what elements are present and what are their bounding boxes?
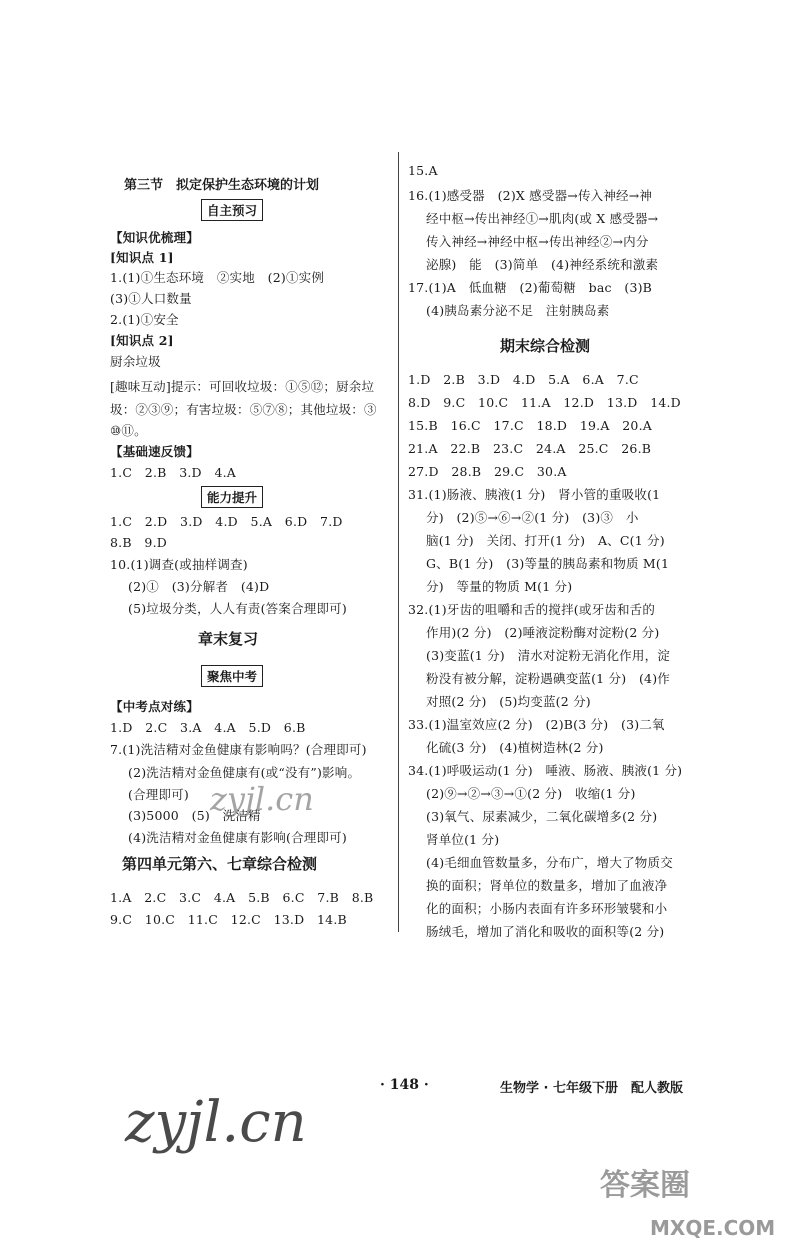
answer-line: 21.A 22.B 23.C 24.A 25.C 26.B: [408, 441, 652, 456]
final-exam-title: 期末综合检测: [500, 337, 591, 355]
answer-line: 传入神经→神经中枢→传出神经②→内分: [426, 234, 649, 249]
book-title: 生物学 · 七年级下册 配人教版: [500, 1081, 683, 1096]
answer-line: (4)毛细血管数量多，分布广，增大了物质交: [426, 855, 673, 870]
answer-line: 1.A 2.C 3.C 4.A 5.B 6.C 7.B 8.B: [110, 890, 374, 905]
answer-line: 1.C 2.B 3.D 4.A: [110, 465, 237, 480]
answer-line: 17.(1)A 低血糖 (2)葡萄糖 bac (3)B: [408, 280, 653, 295]
answer-line: (3)①人口数量: [110, 291, 192, 306]
answer-line: 分) 等量的物质 M(1 分): [426, 579, 573, 594]
answer-line: (4)洗洁精对金鱼健康有影响(合理即可): [128, 830, 347, 845]
answer-line: 15.B 16.C 17.C 18.D 19.A 20.A: [408, 418, 652, 433]
focus-box-label: 聚焦中考: [201, 665, 263, 687]
page-number: · 148 ·: [380, 1077, 429, 1093]
answer-line: (3)氧气、尿素减少，二氧化碳增多(2 分): [426, 809, 658, 824]
answer-line: 厨余垃圾: [110, 354, 161, 369]
point2-header: [知识点 2]: [110, 333, 174, 348]
answer-line: 16.(1)感受器 (2)X 感受器→传入神经→神: [408, 188, 653, 203]
answer-line: (4)胰岛素分泌不足 注射胰岛素: [426, 303, 610, 318]
point1-header: [知识点 1]: [110, 250, 174, 265]
answer-line: 33.(1)温室效应(2 分) (2)B(3 分) (3)二氧: [408, 717, 665, 732]
answer-line: 经中枢→传出神经①→肌肉(或 X 感受器→: [426, 211, 659, 226]
answer-line: G、B(1 分) (3)等量的胰岛素和物质 M(1: [426, 556, 670, 571]
answer-line: 对照(2 分) (5)均变蓝(2 分): [426, 694, 591, 709]
chapter-review-title: 章末复习: [198, 630, 259, 648]
watermark-logo: zyjl.cn: [125, 1090, 307, 1155]
watermark-site: MXQE.COM: [650, 1216, 776, 1240]
answer-line: 32.(1)牙齿的咀嚼和舌的搅拌(或牙齿和舌的: [408, 602, 656, 617]
answer-line: 34.(1)呼吸运动(1 分) 唾液、肠液、胰液(1 分): [408, 763, 683, 778]
answer-line: 10.(1)调查(或抽样调查): [110, 557, 248, 572]
answer-line: 1.(1)①生态环境 ②实地 (2)①实例: [110, 270, 325, 285]
answer-line: 1.D 2.C 3.A 4.A 5.D 6.B: [110, 720, 306, 735]
answer-line: ⑩⑪。: [110, 423, 147, 438]
answer-line: (2)洗洁精对金鱼健康有(或“没有”)影响。: [128, 765, 361, 780]
answer-line: 肾单位(1 分): [426, 832, 500, 847]
answer-line: 15.A: [408, 163, 438, 178]
answer-line: (5)垃圾分类，人人有责(答案合理即可): [128, 601, 347, 616]
knowledge-header: 【知识优梳理】: [110, 230, 199, 245]
answer-line: 8.D 9.C 10.C 11.A 12.D 13.D 14.D: [408, 395, 681, 410]
answer-line: 分) (2)⑤→⑥→②(1 分) (3)③ 小: [426, 510, 639, 525]
watermark-logo-small: zyjl.cn: [210, 780, 314, 818]
answer-line: 脑(1 分) 关闭、打开(1 分) A、C(1 分): [426, 533, 665, 548]
preview-box-label: 自主预习: [201, 199, 263, 221]
answer-line: 1.D 2.B 3.D 4.D 5.A 6.A 7.C: [408, 372, 639, 387]
answer-line: (2)① (3)分解者 (4)D: [128, 579, 270, 594]
unit-title: 第四单元第六、七章综合检测: [122, 855, 318, 873]
answer-line: 31.(1)肠液、胰液(1 分) 肾小管的重吸收(1: [408, 487, 661, 502]
answer-line: 1.C 2.D 3.D 4.D 5.A 6.D 7.D: [110, 514, 343, 529]
answer-line: 9.C 10.C 11.C 12.C 13.D 14.B: [110, 912, 347, 927]
answer-line: 2.(1)①安全: [110, 312, 179, 327]
column-divider: [398, 152, 399, 932]
basic-header: 【基础速反馈】: [110, 444, 199, 459]
answer-line: 粉没有被分解，淀粉遇碘变蓝(1 分) (4)作: [426, 671, 670, 686]
answer-line: 泌腺) 能 (3)简单 (4)神经系统和激素: [426, 257, 659, 272]
section-title: 第三节 拟定保护生态环境的计划: [124, 178, 320, 193]
answer-line: 换的面积；肾单位的数量多，增加了血液净: [426, 878, 668, 893]
answer-line: (2)⑨→②→③→①(2 分) 收缩(1 分): [426, 786, 636, 801]
answer-line: 27.D 28.B 29.C 30.A: [408, 464, 567, 479]
answer-line: 圾：②③⑨；有害垃圾：⑤⑦⑧；其他垃圾：③: [110, 402, 377, 417]
ability-box-label: 能力提升: [201, 486, 263, 508]
answer-line: (3)变蓝(1 分) 清水对淀粉无消化作用，淀: [426, 648, 670, 663]
answer-line: [趣味互动]提示：可回收垃圾：①⑤⑫；厨余垃: [110, 379, 375, 394]
answer-line: 作用)(2 分) (2)唾液淀粉酶对淀粉(2 分): [426, 625, 660, 640]
answer-line: (合理即可): [128, 787, 189, 802]
answer-line: 肠绒毛，增加了消化和吸收的面积等(2 分): [426, 924, 665, 939]
answer-line: 8.B 9.D: [110, 535, 167, 550]
answer-line: 7.(1)洗洁精对金鱼健康有影响吗？(合理即可): [110, 742, 367, 757]
answer-line: 化的面积；小肠内表面有许多环形皱襞和小: [426, 901, 668, 916]
answer-line: (3)5000 (5) 洗洁精: [128, 808, 261, 823]
watermark-badge: 答案圈: [600, 1168, 690, 1203]
exam-header: 【中考点对练】: [110, 699, 199, 714]
answer-line: 化硫(3 分) (4)植树造林(2 分): [426, 740, 604, 755]
